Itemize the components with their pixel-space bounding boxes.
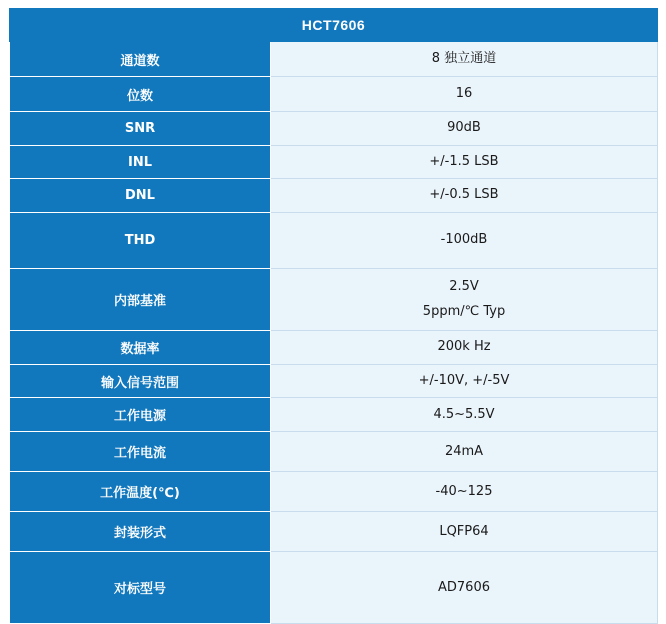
spec-label: 对标型号 (10, 552, 271, 624)
spec-value (271, 145, 658, 179)
spec-label: INL (10, 145, 271, 179)
spec-value-line: 8 独立通道 (431, 50, 497, 66)
table-row (10, 364, 658, 398)
table-row (10, 398, 658, 432)
spec-value-line: 90dB (447, 120, 481, 135)
spec-value (271, 364, 658, 398)
specification-table (9, 8, 658, 624)
spec-value (271, 77, 658, 112)
table-row (10, 552, 658, 624)
spec-value (271, 179, 658, 213)
spec-value (271, 213, 658, 269)
spec-label: 输入信号范围 (10, 364, 271, 398)
spec-label: 封装形式 (10, 512, 271, 552)
table-row (10, 512, 658, 552)
spec-value (271, 112, 658, 146)
spec-label: 工作电流 (10, 432, 271, 472)
spec-value-line: 5ppm/℃ Typ (422, 303, 506, 319)
spec-value-line: +/-10V, +/-5V (418, 372, 510, 388)
table-row (10, 145, 658, 179)
spec-value (271, 552, 658, 624)
spec-label: DNL (10, 179, 271, 213)
spec-value (271, 472, 658, 512)
spec-value-line: 16 (455, 85, 473, 101)
table-row (10, 112, 658, 146)
spec-value-line: 2.5V (449, 278, 479, 294)
table-header-row (10, 9, 658, 42)
spec-value-line: 24mA (444, 443, 484, 459)
spec-value (271, 269, 658, 331)
spec-label: 通道数 (10, 42, 271, 77)
spec-label: 数据率 (10, 331, 271, 365)
spec-label: THD (10, 213, 271, 269)
table-row (10, 472, 658, 512)
table-row (10, 77, 658, 112)
spec-value (271, 331, 658, 365)
table-row (10, 331, 658, 365)
spec-value (271, 398, 658, 432)
spec-value-line: 200k Hz (437, 339, 491, 355)
spec-label: 位数 (10, 77, 271, 112)
spec-value-line: LQFP64 (439, 523, 489, 539)
spec-value-line: +/-1.5 LSB (429, 153, 499, 169)
spec-value-line: 4.5~5.5V (433, 406, 495, 422)
table-row (10, 42, 658, 77)
spec-label: SNR (10, 112, 271, 146)
spec-value (271, 42, 658, 77)
table-row (10, 269, 658, 331)
spec-value (271, 432, 658, 472)
spec-value-line: +/-0.5 LSB (429, 187, 499, 203)
table-row (10, 213, 658, 269)
table-body (10, 9, 658, 624)
spec-label: 工作电源 (10, 398, 271, 432)
spec-label: 工作温度(℃) (10, 472, 271, 512)
spec-value-line: AD7606 (438, 579, 490, 595)
spec-value-line: -40~125 (435, 483, 493, 499)
spec-value-line: -100dB (440, 232, 488, 248)
table-title: HCT7606 (10, 9, 658, 42)
spec-label: 内部基准 (10, 269, 271, 331)
table-row (10, 432, 658, 472)
table-row (10, 179, 658, 213)
spec-value (271, 512, 658, 552)
